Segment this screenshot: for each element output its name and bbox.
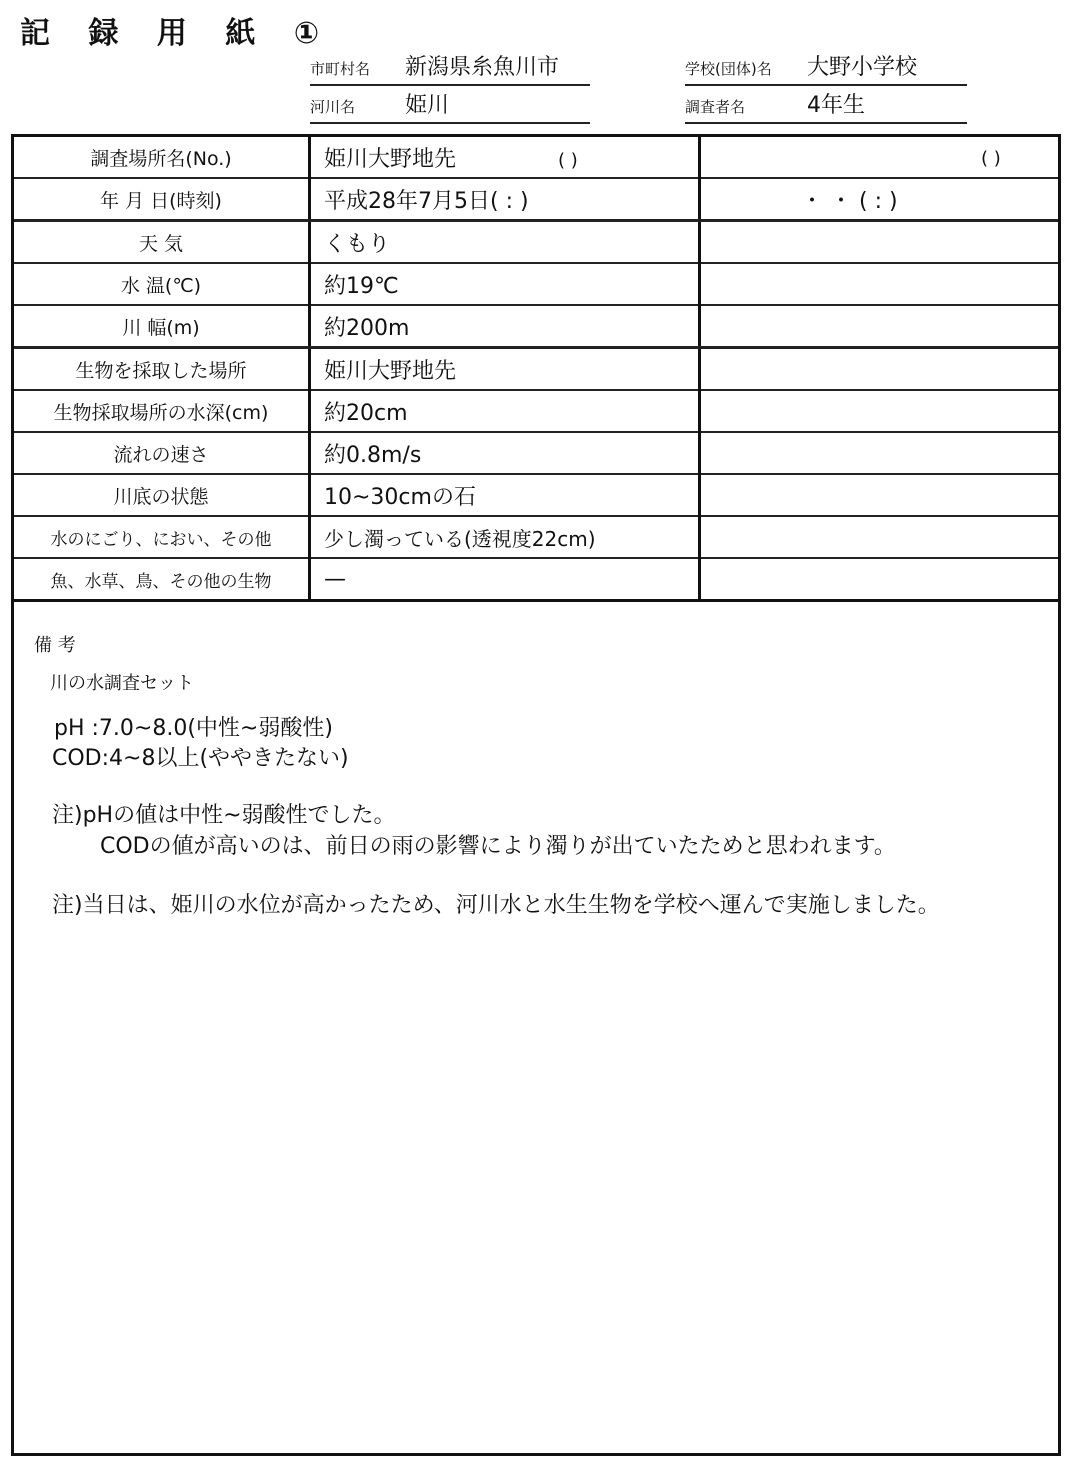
table-row (14, 305, 1058, 348)
location-name: 姫川大野地先 (324, 146, 457, 172)
row-value: 姫川大野地先 (310, 348, 700, 391)
table-row (14, 221, 1058, 264)
row-value: くもり (310, 221, 700, 264)
survey-table (14, 137, 1058, 602)
row-value: 約20cm (310, 390, 700, 432)
location-number-1: ( ) (558, 149, 578, 171)
municipality-value: 新潟県糸魚川市 (405, 55, 560, 80)
ph-result: pH :7.0~8.0(中性~弱酸性) (54, 716, 333, 741)
table-row (14, 390, 1058, 432)
row-label: 流れの速さ (14, 432, 310, 474)
row-value: 約19℃ (310, 263, 700, 305)
row-value-2 (700, 305, 1059, 348)
note-1: 注)pHの値は中性~弱酸性でした。 (52, 803, 396, 828)
row-label: 生物採取場所の水深(cm) (14, 390, 310, 432)
row-value-2 (700, 263, 1059, 305)
row-value (310, 137, 700, 178)
school-field (685, 50, 967, 86)
row-label: 川底の状態 (14, 474, 310, 516)
row-value-2 (700, 178, 1059, 221)
table-row (14, 137, 1058, 178)
row-label: 調査場所名(No.) (14, 137, 310, 178)
table-row (14, 178, 1058, 221)
municipality-field (310, 50, 590, 86)
surveyor-field (685, 88, 967, 124)
record-form (11, 134, 1061, 1456)
kit-name: 川の水調査セット (50, 673, 194, 694)
row-value-2 (700, 221, 1059, 264)
table-row (14, 263, 1058, 305)
row-label: 魚、水草、鳥、その他の生物 (14, 558, 310, 601)
school-value: 大野小学校 (807, 55, 918, 80)
river-field (310, 88, 590, 124)
page-title: 記 録 用 紙 ① (20, 16, 334, 51)
row-value-2 (700, 348, 1059, 391)
row-value-2 (700, 516, 1059, 558)
table-row (14, 348, 1058, 391)
municipality-label: 市町村名 (310, 60, 371, 78)
surveyor-value: 4年生 (807, 93, 865, 118)
cod-result: COD:4~8以上(ややきたない) (52, 746, 349, 771)
row-value: 少し濁っている(透視度22cm) (310, 516, 700, 558)
row-label: 年 月 日(時刻) (14, 178, 310, 221)
row-value-2 (700, 137, 1059, 178)
row-value: 平成28年7月5日( : ) (310, 178, 700, 221)
date-placeholder-2: ・ ・ ( : ) (801, 188, 898, 214)
river-label: 河川名 (310, 98, 356, 116)
row-value: 約200m (310, 305, 700, 348)
table-row (14, 474, 1058, 516)
school-label: 学校(団体)名 (685, 60, 772, 78)
river-value: 姫川 (405, 93, 450, 118)
row-value: 10~30cmの石 (310, 474, 700, 516)
row-label: 川 幅(m) (14, 305, 310, 348)
row-value-2 (700, 558, 1059, 601)
table-row (14, 432, 1058, 474)
row-value: — (310, 558, 700, 601)
remarks-section (14, 623, 1058, 1453)
row-value-2 (700, 474, 1059, 516)
row-label: 天 気 (14, 221, 310, 264)
row-label: 生物を採取した場所 (14, 348, 310, 391)
row-value-2 (700, 390, 1059, 432)
remarks-heading: 備 考 (34, 635, 76, 656)
note-1-continued: CODの値が高いのは、前日の雨の影響により濁りが出ていたためと思われます。 (100, 834, 896, 859)
row-value: 約0.8m/s (310, 432, 700, 474)
row-label: 水のにごり、におい、その他 (14, 516, 310, 558)
surveyor-label: 調査者名 (685, 98, 746, 116)
table-row (14, 516, 1058, 558)
location-number-2: ( ) (981, 147, 1001, 169)
row-label: 水 温(℃) (14, 263, 310, 305)
note-2: 注)当日は、姫川の水位が高かったため、河川水と水生生物を学校へ運んで実施しました。 (52, 893, 940, 918)
row-value-2 (700, 432, 1059, 474)
table-row (14, 558, 1058, 601)
